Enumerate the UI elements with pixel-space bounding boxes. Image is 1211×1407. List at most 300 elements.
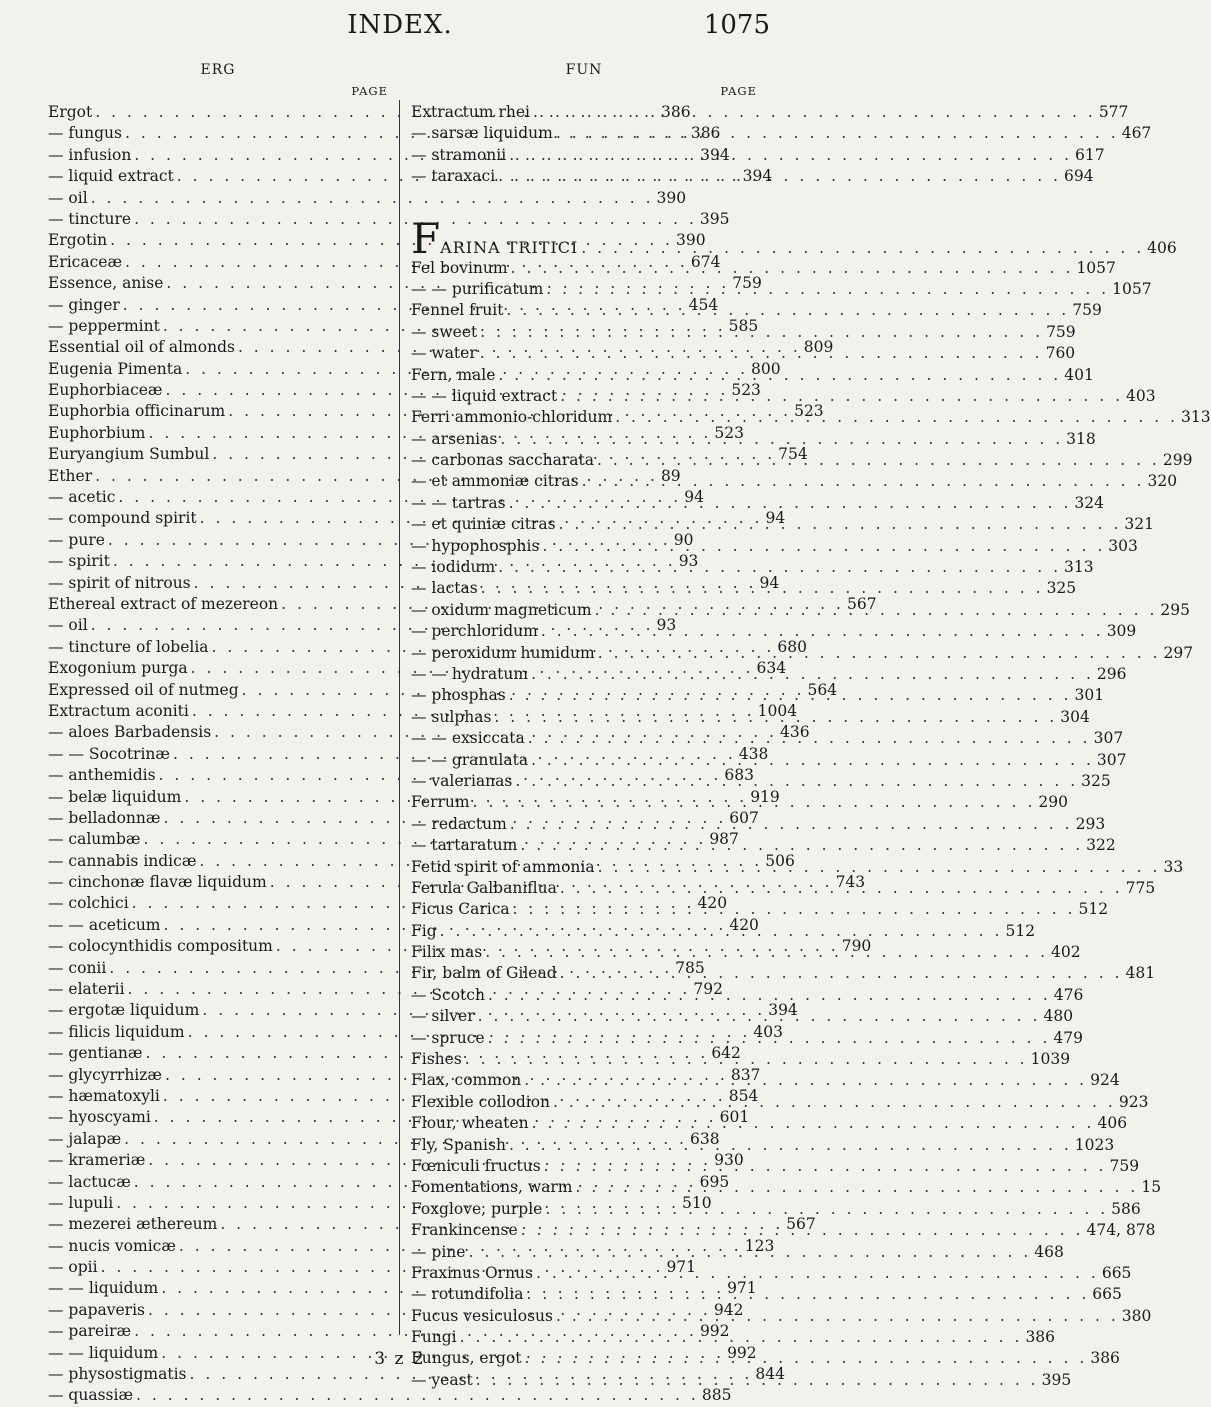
leader-dots [594,450,1160,471]
entry-page: 924 [1090,1071,1120,1090]
entry-page: 474, 878 [1086,1221,1156,1240]
entry-term: — carbonas saccharata [411,451,595,470]
entry-page: 94 [765,509,786,528]
entry-page: 512 [1078,900,1109,919]
leader-dots [485,985,1051,1006]
entry-page: 325 [1081,771,1111,790]
entry-term: Expressed oil of nutmeg [48,680,239,699]
entry-page: 307 [1093,729,1124,748]
index-entry [411,814,1106,835]
leader-dots [595,857,1161,878]
leader-dots [465,1242,1031,1263]
leader-dots [592,600,1158,621]
entry-term: Foxglove, purple [411,1199,543,1218]
entry-page: 506 [765,851,795,870]
page-title: INDEX. [347,10,453,40]
leader-dots [539,536,1105,557]
entry-term: Ericaceæ [48,252,123,271]
entry-page: 295 [1160,600,1190,619]
entry-page: 438 [738,744,769,763]
entry-term: — water [411,344,477,363]
entry-page: 759 [732,274,762,293]
leader-dots [521,1070,1087,1091]
index-entry [411,899,1109,920]
entry-term: — aloes Barbadensis [48,723,212,742]
leader-dots [518,1220,1084,1241]
entry-term: — arsenias [411,429,498,448]
entry-term: Fetid spirit of ammonia [411,857,595,876]
entry-page: 1057 [1112,279,1152,298]
index-entry [411,386,1156,407]
leader-dots [491,707,1057,728]
leader-dots [495,365,1061,386]
entry-term: Euphorbium [48,423,146,442]
entry-term: Fennel fruit [411,301,504,320]
entry-term: Ferula Galbaniflua [411,878,557,897]
entry-page: 320 [1147,472,1178,491]
entry-page: 683 [724,766,754,785]
entry-page: 481 [1125,964,1156,983]
leader-dots [556,514,1122,535]
entry-term: — compound spirit [48,509,197,528]
entry-page: 15 [1141,1178,1162,1197]
entry-page: 90 [673,530,694,549]
leader-dots [573,1177,1139,1198]
leader-dots [523,1284,1089,1305]
entry-term: Flax, common [411,1071,522,1090]
entry-term: — — liquidum [48,1343,159,1362]
entry-page: 617 [1075,145,1105,164]
entry-term: — iodidum [411,558,496,577]
leader-dots [525,728,1091,749]
index-entry [411,1327,1056,1348]
leader-dots [528,664,1094,685]
entry-term: — lupuli [48,1193,114,1212]
entry-page: 290 [1038,793,1069,812]
section-heading-page: 406 [1147,238,1177,257]
entry-page: 395 [699,209,730,228]
entry-page: 386 [1025,1328,1056,1347]
entry-page: 324 [1074,493,1104,512]
leader-dots [512,771,1078,792]
entry-term: — glycyrrhizæ [48,1065,162,1084]
entry-term: Fucus vesiculosus [411,1306,553,1325]
entry-page: 759 [1046,322,1076,341]
entry-page: 94 [759,573,780,592]
entry-page: 403 [753,1022,784,1041]
entry-term: — spirit [48,552,110,571]
entry-page: 1023 [1074,1135,1115,1154]
page-header [0,4,800,60]
entry-page: 638 [690,1129,720,1148]
entry-term: Ficus Carica [411,900,510,919]
entry-page: 313 [1064,558,1094,577]
entry-term: Euphorbiaceæ [48,381,163,400]
entry-term: — hypophosphis [411,536,540,555]
entry-page: 754 [778,445,808,464]
leader-dots [475,1006,1041,1027]
entry-term: — stramonii [411,145,507,164]
entry-page: 987 [709,830,739,849]
entry-page: 403 [1126,386,1156,405]
entry-term: — et ammoniæ citras [411,472,579,491]
entry-page: 792 [693,980,723,999]
entry-term: Eugenia Pimenta [48,359,183,378]
entry-page: 297 [1163,643,1194,662]
entry-term: — tincture [48,209,132,228]
entry-term: — quassiæ [48,1386,134,1405]
index-entry [411,921,1036,942]
entry-term: — — liquidum [48,1279,159,1298]
index-entry [411,536,1138,557]
index-entry [411,835,1116,856]
entry-term: — redactum [411,814,507,833]
leader-dots [595,643,1161,664]
entry-page: 395 [1041,1370,1072,1389]
entry-term: — opii [48,1258,98,1277]
entry-page: 386 [690,124,721,143]
entry-page: 436 [780,723,810,742]
entry-page: 942 [713,1300,744,1319]
entry-page: 665 [1092,1285,1122,1304]
entry-page: 293 [1075,814,1106,833]
entry-term: — peroxidum humidum [411,643,595,662]
entry-term: Fomentations, warm [411,1178,573,1197]
entry-page: 386 [1090,1349,1120,1368]
index-entry [411,985,1084,1006]
entry-term: Ergotin [48,231,108,250]
entry-term: Fel bovinum [411,258,508,277]
entry-page: 33 [1163,857,1184,876]
leader-dots [506,685,1072,706]
entry-term: — conii [48,958,107,977]
entry-term: — physostigmatis [48,1365,187,1384]
entry-term: — valerianas [411,771,513,790]
leader-dots [470,792,1036,813]
entry-term: — oil [48,188,88,207]
entry-page: 299 [1162,451,1193,470]
left-page-label: PAGE [351,84,388,98]
leader-dots [550,1092,1116,1113]
leader-dots [506,145,1072,166]
entry-term: Euphorbia officinarum [48,402,226,421]
entry-term: Fishes [411,1050,462,1069]
entry-term: — perchloridum [411,622,538,641]
entry-term: — gentianæ [48,1044,143,1063]
entry-page: 567 [786,1215,816,1234]
entry-page: 775 [1125,878,1156,897]
entry-page: 402 [1051,943,1081,962]
entry-term: — yeast [411,1370,473,1389]
entry-term: — sweet [411,322,478,341]
index-entry [411,1049,1071,1070]
index-entry [411,300,1102,321]
leader-dots [530,102,1096,123]
entry-page: 325 [1046,579,1077,598]
entry-term: — colocynthidis compositum [48,937,273,956]
entry-term: — belladonnæ [48,808,161,827]
entry-term: Exogonium purga [48,659,188,678]
entry-term: Ferrum [411,793,470,812]
index-entry [411,258,1116,279]
leader-dots [485,1028,1051,1049]
entry-page: 923 [1118,1092,1149,1111]
entry-page: 992 [699,1322,730,1341]
entry-page: 844 [755,1365,785,1384]
entry-term: — phosphas [411,686,506,705]
index-entry [411,1113,1128,1134]
entry-page: 930 [714,1151,744,1170]
entry-term: — nucis vomicæ [48,1236,176,1255]
entry-page: 523 [714,423,744,442]
entry-page: 467 [1121,124,1152,143]
index-entry [411,322,1076,343]
entry-page: 885 [701,1386,732,1405]
entry-term: Fraxinus Ornus [411,1263,533,1282]
entry-page: 479 [1053,1028,1083,1047]
entry-page: 454 [688,295,719,314]
entry-term: — pure [48,530,105,549]
entry-term: — cinchonæ flavæ liquidum [48,873,267,892]
entry-term: — belæ liquidum [48,787,182,806]
entry-term: Extractum rhei [411,103,530,121]
leader-dots [553,1306,1119,1327]
entry-page: 665 [1101,1263,1132,1282]
entry-term: — papaveris [48,1300,146,1319]
leader-dots [538,621,1104,642]
leader-dots [612,407,1178,428]
entry-page: 386 [661,103,691,121]
entry-term: — sulphas [411,707,492,726]
index-entry [411,963,1156,984]
entry-page: 301 [1074,686,1105,705]
index-entry [48,209,730,230]
leader-dots [528,750,1094,771]
entry-page: 790 [841,937,872,956]
entry-page: 468 [1034,1242,1064,1261]
index-entry [411,471,1178,492]
section-heading-rest: ARINA TRITICI [440,237,579,257]
entry-page: 992 [727,1343,757,1362]
entry-page: 919 [750,787,780,806]
entry-term: — jalapæ [48,1129,122,1148]
entry-page: 695 [699,1172,730,1191]
entry-term: — pareiræ [48,1322,132,1341]
entry-page: 567 [846,594,877,613]
entry-term: — infusion [48,145,132,164]
entry-term: Fir, balm of Gilead [411,964,557,983]
index-entry [411,557,1094,578]
entry-page: 307 [1096,750,1127,769]
entry-term: — — granulata [411,750,529,769]
entry-page: 318 [1066,429,1096,448]
entry-term: Essence, anise [48,274,164,293]
entry-page: 420 [697,894,728,913]
leader-dots [477,322,1043,343]
leader-dots [495,557,1061,578]
index-entry [411,1284,1122,1305]
entry-page: 89 [660,466,681,485]
entry-term: — — hydratum [411,664,529,683]
entry-term: — pine [411,1242,466,1261]
entry-page: 577 [1098,103,1129,121]
index-entry [411,279,1152,300]
index-entry [411,1156,1140,1177]
leader-dots [503,300,1069,321]
drop-cap: F [411,213,441,263]
entry-term: — filicis liquidum [48,1022,185,1041]
entry-page: 607 [729,808,759,827]
entry-term: Flour, wheaten [411,1114,529,1133]
entry-term: — sarsæ liquidum [411,124,553,143]
index-entry [411,1135,1115,1156]
leader-dots [507,814,1073,835]
entry-term: — ginger [48,295,120,314]
entry-term: — elaterii [48,980,125,999]
leader-dots [482,942,1048,963]
entry-term: Essential oil of almonds [48,338,235,357]
entry-term: — spirit of nitrous [48,573,191,592]
column-divider [399,100,400,1335]
entry-term: — colchici [48,894,129,913]
leader-dots [557,878,1123,899]
leader-dots [495,166,1061,187]
entry-term: Euryangium Sumbul [48,445,210,464]
leader-dots [473,1370,1039,1391]
leader-dots [506,1135,1072,1156]
entry-term: — spruce [411,1028,485,1047]
leader-dots [477,343,1043,364]
entry-term: Fungus, ergot [411,1349,522,1368]
entry-term: — — Socotrinæ [48,744,170,763]
entry-page: 642 [711,1044,741,1063]
entry-page: 322 [1086,836,1116,855]
entry-term: — krameriæ [48,1151,146,1170]
leader-dots [529,1113,1095,1134]
leader-dots [478,578,1044,599]
entry-page: 634 [756,659,787,678]
entry-term: — liquid extract [48,167,174,186]
entry-term: — — exsiccata [411,729,525,748]
leader-dots [506,493,1072,514]
index-entry [48,1385,732,1406]
index-entry [411,1199,1141,1220]
entry-page: 759 [1109,1156,1140,1175]
signature-mark: 3 z 2 [374,1349,426,1369]
entry-term: — acetic [48,488,116,507]
entry-term: — cannabis indicæ [48,851,197,870]
entry-term: — tartaratum [411,836,518,855]
entry-page: 760 [1045,344,1076,363]
entry-page: 94 [684,488,704,507]
entry-page: 680 [777,637,807,656]
leader-dots [497,429,1063,450]
index-entry [411,145,1105,166]
entry-page: 93 [678,552,699,571]
entry-page: 394 [700,145,730,164]
entry-term: — anthemidis [48,766,156,785]
leader-dots [543,279,1109,300]
entry-page: 601 [719,1108,750,1127]
entry-term: — ergotæ liquidum [48,1001,200,1020]
index-entry [411,102,1129,123]
entry-page: 586 [1111,1199,1141,1218]
leader-dots [508,258,1074,279]
entry-page: 1057 [1076,258,1116,277]
index-entry [411,1306,1152,1327]
leader-dots [541,1156,1107,1177]
entry-term: — lactas [411,579,478,598]
index-entry [411,1070,1120,1091]
entry-term: — tincture of lobelia [48,637,209,656]
entry-page: 785 [675,958,705,977]
entry-term: Ether [48,466,93,485]
index-entry [411,493,1104,514]
entry-term: — taraxaci [411,167,496,186]
entry-term: — — purificatum [411,279,544,298]
leader-dots [557,386,1123,407]
leader-dots [542,1199,1108,1220]
entry-page: 523 [731,381,761,400]
entry-page: 296 [1096,664,1127,683]
entry-page: 1004 [757,701,798,720]
entry-term: Fœniculi fructus [411,1156,541,1175]
entry-page: 394 [742,167,773,186]
entry-page: 510 [682,1193,712,1212]
entry-page: 743 [835,873,866,892]
entry-page: 401 [1064,365,1094,384]
entry-page: 585 [728,316,759,335]
index-entry [411,429,1096,450]
entry-page: 480 [1043,1007,1074,1026]
left-range-heading: ERG [200,62,236,78]
entry-page: 313 [1181,408,1211,427]
entry-page: 420 [729,915,759,934]
entry-page: 971 [727,1279,757,1298]
entry-term: — oxidum magneticum [411,600,592,619]
entry-term: Flexible collodion [411,1092,551,1111]
spacer [411,188,757,210]
entry-page: 694 [1064,167,1094,186]
entry-page: 854 [728,1086,759,1105]
entry-page: 406 [1097,1114,1128,1133]
leader-dots [557,963,1123,984]
index-entry [411,123,1152,144]
entry-term: Fig [411,921,437,940]
leader-dots [457,1327,1023,1348]
entry-term: — et quiniæ citras [411,515,556,534]
entry-page: 523 [794,402,824,421]
entry-term: — — liquid extract [411,386,558,405]
entry-page: 394 [768,1001,798,1020]
entry-page: 309 [1106,622,1137,641]
entry-page: 837 [730,1065,761,1084]
entry-page: 800 [751,359,781,378]
entry-page: 304 [1060,707,1090,726]
entry-term: Frankincense [411,1221,518,1240]
leader-dots [510,899,1076,920]
entry-page: 512 [1005,921,1036,940]
entry-page: 1039 [1030,1050,1071,1069]
page-number: 1075 [703,10,770,40]
entry-term: — silver [411,1007,475,1026]
leader-dots [437,921,1003,942]
entry-page: 390 [675,231,706,250]
entry-page: 93 [656,616,677,635]
entry-term: — hæmatoxyli [48,1086,160,1105]
entry-term: — hyoscyami [48,1108,151,1127]
index-entry [411,771,1111,792]
